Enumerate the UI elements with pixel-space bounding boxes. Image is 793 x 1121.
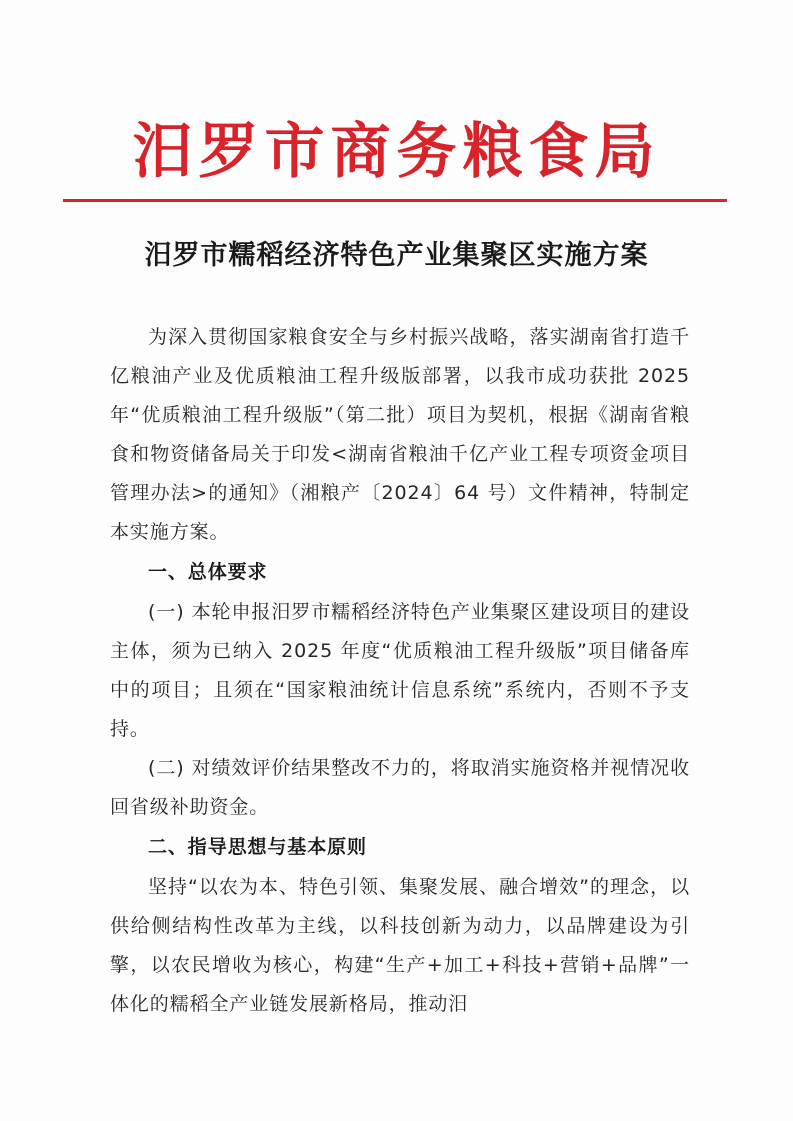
document-title: 汨罗市糯稻经济特色产业集聚区实施方案 bbox=[144, 240, 649, 271]
section-heading-guiding-principles: 二、指导思想与基本原则 bbox=[148, 836, 367, 858]
section-1-paragraph-1: (一) 本轮申报汨罗市糯稻经济特色产业集聚区建设项目的建设主体，须为已纳入 2025 年度“优质粮油工程升级版”项目储备库中的项目；且须在“国家粮油统计信息系统”系统内，否则不予支持。 bbox=[110, 601, 690, 740]
issuer-masthead: 汨罗市商务粮食局 bbox=[132, 117, 661, 187]
section-1-paragraph-2: (二) 对绩效评价结果整改不力的，将取消实施资格并视情况收回省级补助资金。 bbox=[110, 757, 690, 818]
section-heading-general-requirements: 一、总体要求 bbox=[148, 561, 268, 583]
section-2-paragraph-1: 坚持“以农为本、特色引领、集聚发展、融合增效”的理念，以供给侧结构性改革为主线，以科技创新为动力，以品牌建设为引擎，以农民增收为核心，构建“生产+加工+科技+营销+品牌”一体化的糯稻全产业链发展新格局，推动汨 bbox=[110, 876, 690, 1015]
document-body bbox=[110, 318, 690, 1024]
red-header-rule bbox=[63, 199, 727, 202]
intro-paragraph: 为深入贯彻国家粮食安全与乡村振兴战略，落实湖南省打造千亿粮油产业及优质粮油工程升级版部署，以我市成功获批 2025 年“优质粮油工程升级版”（第二批）项目为契机，根据《湖南省粮食和物资储备局关于印发<湖南省粮油千亿产业工程专项资金项目管理办法>的通知》（湘粮产〔2024〕64 号）文件精神，特制定本实施方案。 bbox=[110, 326, 690, 543]
